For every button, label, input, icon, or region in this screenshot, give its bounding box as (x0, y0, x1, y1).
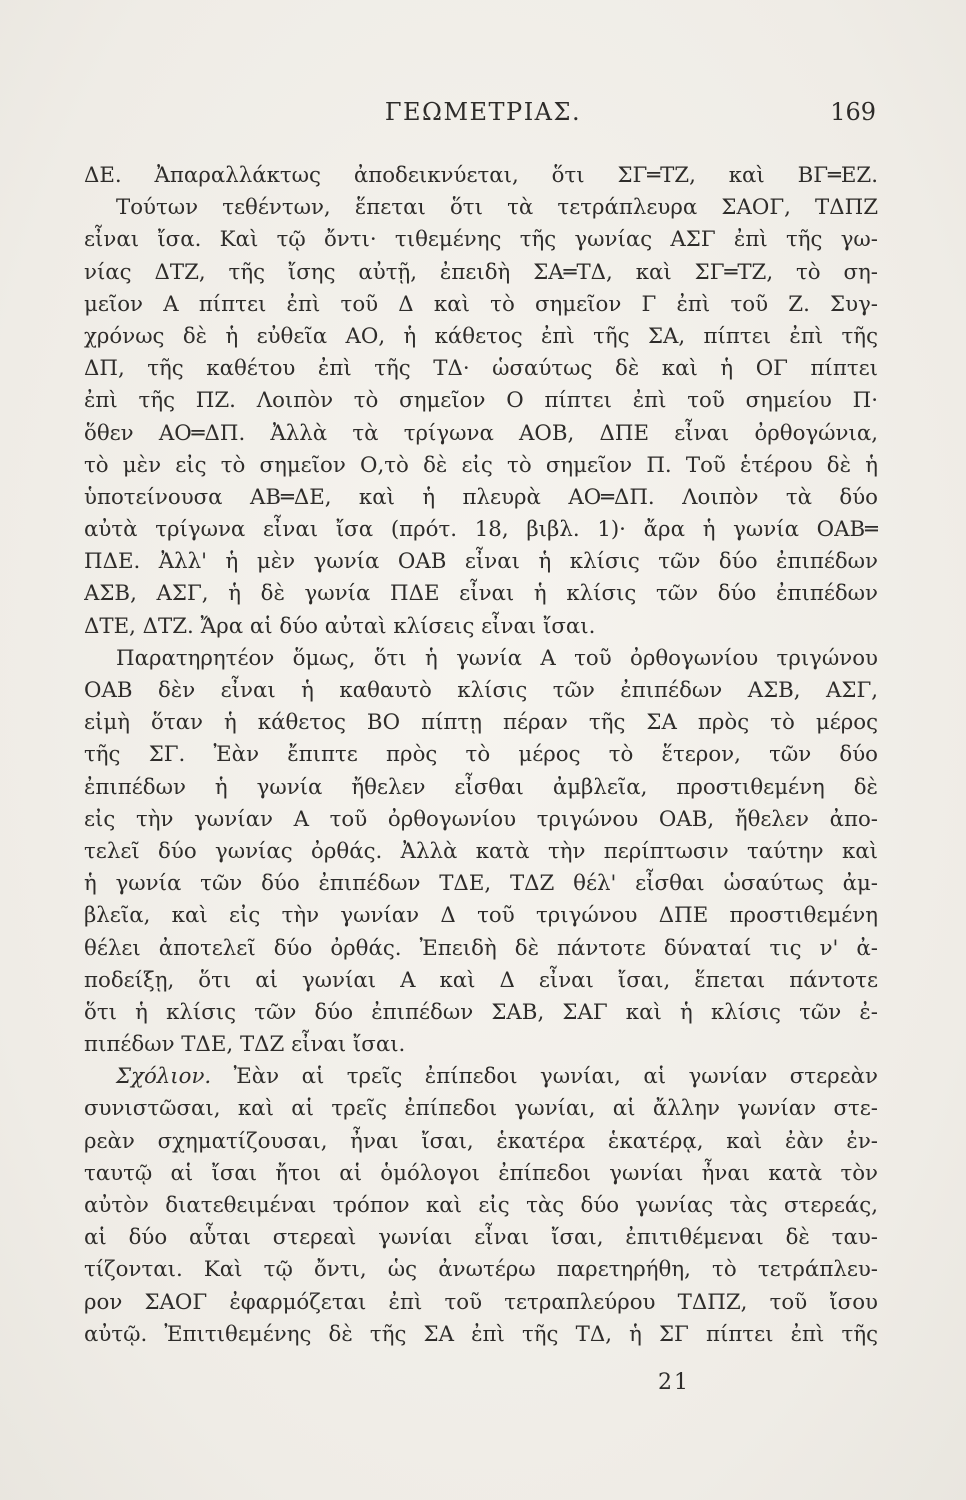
text-line: αἱ δύο αὗται στερεαὶ γωνίαι εἶναι ἴσαι, ἐπιτιθέμεναι δὲ ταυ- (84, 1225, 878, 1251)
text-line: ὑποτείνουσα ΑΒ═ΔΕ, καὶ ἡ πλευρὰ ΑΟ═ΔΠ. Λοιπὸν τὰ δύο (84, 484, 878, 510)
text-line: βλεῖα, καὶ εἰς τὴν γωνίαν Δ τοῦ τριγώνου ΔΠΕ προστιθεμένη (84, 903, 878, 929)
text-line: θέλει ἀποτελεῖ δύο ὀρθάς. Ἐπειδὴ δὲ πάντοτε δύναταί τις ν' ἀ- (84, 935, 878, 961)
text-line: Παρατηρητέον ὅμως, ὅτι ἡ γωνία Α τοῦ ὀρθογωνίου τριγώνου (116, 645, 878, 671)
text-line: ταυτῷ αἱ ἴσαι ἤτοι αἱ ὁμόλογοι ἐπίπεδοι γωνίαι ἦναι κατὰ τὸν (84, 1160, 878, 1186)
text-line: συνιστῶσαι, καὶ αἱ τρεῖς ἐπίπεδοι γωνίαι, αἱ ἄλλην γωνίαν στε- (84, 1096, 878, 1122)
body-text (84, 160, 878, 1351)
text-line: ὅθεν ΑΟ═ΔΠ. Ἀλλὰ τὰ τρίγωνα ΑΟΒ, ΔΠΕ εἶναι ὀρθογώνια, (84, 420, 878, 446)
text-line: ἐπιπέδων ἡ γωνία ἤθελεν εἶσθαι ἀμβλεῖα, προστιθεμένη δὲ (84, 774, 878, 800)
text-line: αὐτῷ. Ἐπιτιθεμένης δὲ τῆς ΣΑ ἐπὶ τῆς ΤΔ, ἡ ΣΓ πίπτει ἐπὶ τῆς (84, 1321, 878, 1347)
scholion-label: Σχόλιον. (116, 1064, 212, 1090)
text-line: ἐπὶ τῆς ΠΖ. Λοιπὸν τὸ σημεῖον Ο πίπτει ἐπὶ τοῦ σημείου Π· (84, 388, 878, 414)
text-line: ρεὰν σχηματίζουσαι, ἦναι ἴσαι, ἑκατέρα ἑκατέρᾳ, καὶ ἐὰν ἐν- (84, 1128, 878, 1154)
text-line: ΑΣΒ, ΑΣΓ, ἡ δὲ γωνία ΠΔΕ εἶναι ἡ κλίσις τῶν δύο ἐπιπέδων (84, 581, 878, 607)
running-title: ΓΕΩΜΕΤΡΙΑΣ. (384, 98, 582, 126)
text-line: ποδείξῃ, ὅτι αἱ γωνίαι Α καὶ Δ εἶναι ἴσαι, ἕπεται πάντοτε (84, 967, 878, 993)
page-header (90, 94, 876, 134)
text-line: χρόνως δὲ ἡ εὐθεῖα ΑΟ, ἡ κάθετος ἐπὶ τῆς ΣΑ, πίπτει ἐπὶ τῆς (84, 323, 878, 349)
text-line: Τούτων τεθέντων, ἕπεται ὅτι τὰ τετράπλευρα ΣΑΟΓ, ΤΔΠΖ (116, 195, 878, 221)
text-line: νίας ΔΤΖ, τῆς ἴσης αὐτῇ, ἐπειδὴ ΣΑ═ΤΔ, καὶ ΣΓ═ΤΖ, τὸ ση- (84, 259, 878, 285)
text-line: εἰμὴ ὅταν ἡ κάθετος ΒΟ πίπτῃ πέραν τῆς ΣΑ πρὸς τὸ μέρος (84, 710, 878, 736)
text-line: ΠΔΕ. Ἀλλ' ἡ μὲν γωνία ΟΑΒ εἶναι ἡ κλίσις τῶν δύο ἐπιπέδων (84, 549, 878, 575)
text-line: τὸ μὲν εἰς τὸ σημεῖον Ο,τὸ δὲ εἰς τὸ σημεῖον Π. Τοῦ ἑτέρου δὲ ἡ (84, 452, 878, 478)
text-line: τελεῖ δύο γωνίας ὀρθάς. Ἀλλὰ κατὰ τὴν περίπτωσιν ταύτην καὶ (84, 838, 878, 864)
text-line: ΔΠ, τῆς καθέτου ἐπὶ τῆς ΤΔ· ὡσαύτως δὲ καὶ ἡ ΟΓ πίπτει (84, 356, 878, 382)
text-line: τῆς ΣΓ. Ἐὰν ἔπιπτε πρὸς τὸ μέρος τὸ ἕτερον, τῶν δύο (84, 742, 878, 768)
signature-mark: 21 (658, 1370, 690, 1395)
scholion-heading-line: Σχόλιον. Ἐὰν αἱ τρεῖς ἐπίπεδοι γωνίαι, αἱ γωνίαν στερεὰν (116, 1064, 878, 1090)
text-line: εἰς τὴν γωνίαν Α τοῦ ὀρθογωνίου τριγώνου ΟΑΒ, ἤθελεν ἀπο- (84, 806, 878, 832)
text-line: μεῖον Α πίπτει ἐπὶ τοῦ Δ καὶ τὸ σημεῖον Γ ἐπὶ τοῦ Ζ. Συγ- (84, 291, 878, 317)
text-line: πιπέδων ΤΔΕ, ΤΔΖ εἶναι ἴσαι. (84, 1032, 406, 1058)
text-line: ρον ΣΑΟΓ ἐφαρμόζεται ἐπὶ τοῦ τετραπλεύρου ΤΔΠΖ, τοῦ ἴσου (84, 1289, 878, 1315)
text-line: ΟΑΒ δὲν εἶναι ἡ καθαυτὸ κλίσις τῶν ἐπιπέδων ΑΣΒ, ΑΣΓ, (84, 678, 878, 703)
text-line: αὐτὸν διατεθειμέναι τρόπον καὶ εἰς τὰς δύο γωνίας τὰς στερεάς, (84, 1193, 878, 1218)
text-line: ΔΕ. Ἀπαραλλάκτως ἀποδεικνύεται, ὅτι ΣΓ═ΤΖ, καὶ ΒΓ═ΕΖ. (84, 163, 878, 188)
text-line: τίζονται. Καὶ τῷ ὄντι, ὡς ἀνωτέρω παρετηρήθη, τὸ τετράπλευ- (84, 1257, 878, 1283)
text-line: ΔΤΕ, ΔΤΖ. Ἄρα αἱ δύο αὐταὶ κλίσεις εἶναι ἴσαι. (84, 613, 596, 639)
page-number: 169 (830, 98, 876, 126)
text-line: εἶναι ἴσα. Καὶ τῷ ὄντι· τιθεμένης τῆς γωνίας ΑΣΓ ἐπὶ τῆς γω- (84, 227, 878, 253)
text-line: ἡ γωνία τῶν δύο ἐπιπέδων ΤΔΕ, ΤΔΖ θέλ' εἶσθαι ὡσαύτως ἀμ- (84, 871, 878, 897)
text-line: ὅτι ἡ κλίσις τῶν δύο ἐπιπέδων ΣΑΒ, ΣΑΓ καὶ ἡ κλίσις τῶν ἐ- (84, 999, 878, 1025)
text-line: αὐτὰ τρίγωνα εἶναι ἴσα (πρότ. 18, βιβλ. 1)· ἄρα ἡ γωνία ΟΑΒ═ (84, 517, 878, 543)
